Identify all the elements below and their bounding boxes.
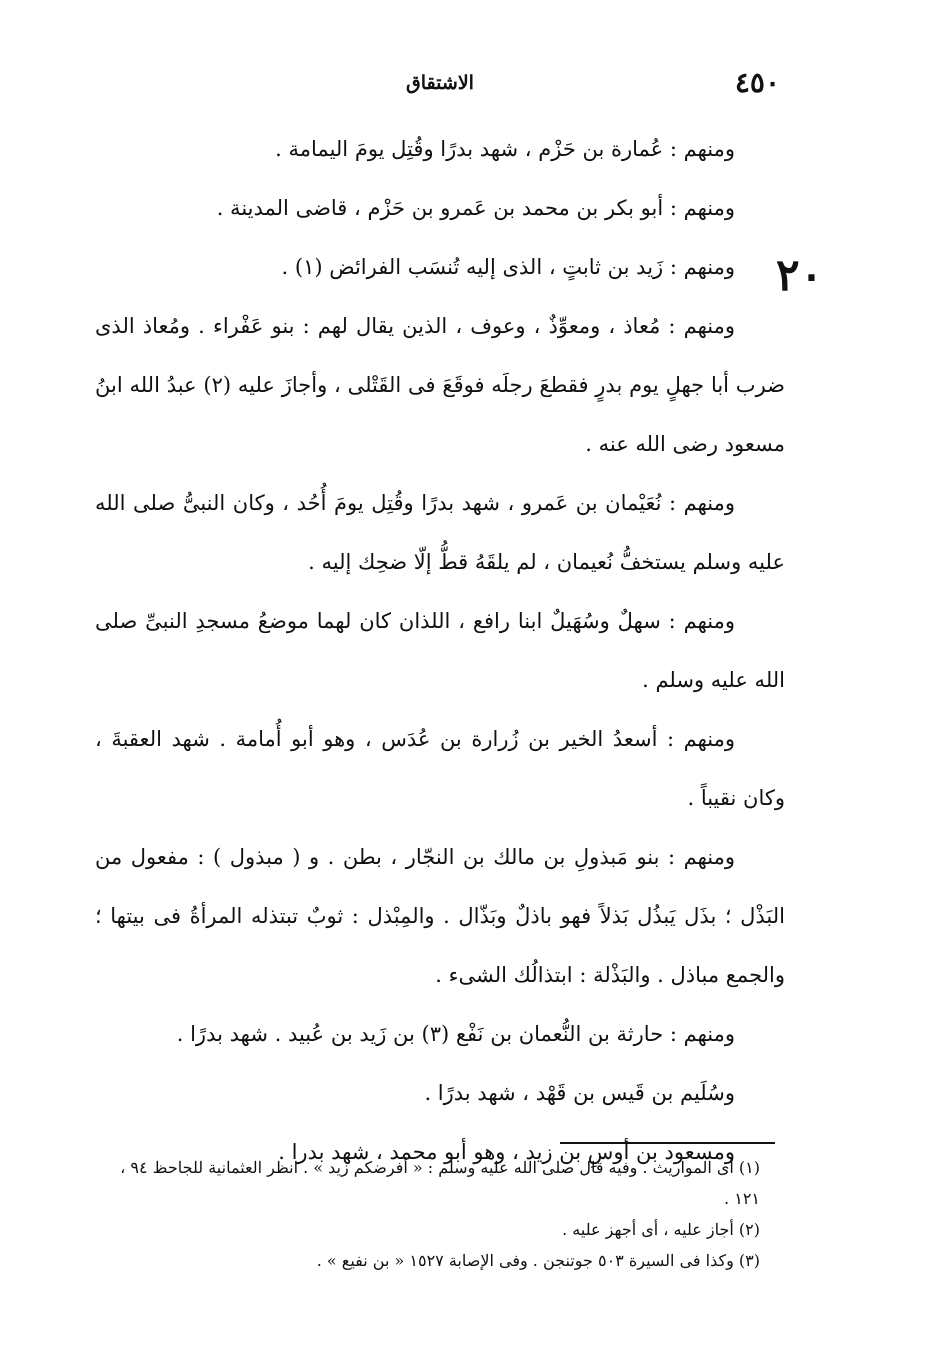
paragraph: ومنهم : سهلٌ وسُهَيلٌ ابنا رافع ، اللذان كان لهما موضعُ مسجدِ النبىِّ صلى الله عليه وسلم . (95, 609, 785, 692)
paragraph: ومنهم : نُعَيْمان بن عَمرو ، شهد بدرًا وقُتِل يومَ أُحُد ، وكان النبىُّ صلى الله عليه وسلم يستخفُّ نُعيمان ، لم يلقَهُ قطُّ إلّا ضحِك إليه . (95, 491, 785, 574)
margin-section-number: ٢٠ (776, 250, 824, 301)
footnote: (١) أى المواريث . وفيه قال صلى الله عليه وسلم : « أفرضكم زيد » . انظر العثمانية للجاحظ ٩٤ ، ١٢١ . (120, 1158, 760, 1208)
running-title: الاشتقاق (406, 72, 474, 94)
footnote-divider (560, 1142, 775, 1144)
paragraph: ومنهم : حارثة بن النُّعمان بن نَفْع (٣) بن زَيد بن عُبيد . شهد بدرًا . (176, 1022, 735, 1046)
paragraph: ومنهم : بنو مَبذولِ بن مالك بن النجّار ، بطن . و ( مبذول ) : مفعول من البَذْل ؛ بذَل يَبذُل بَذلاً فهو باذلٌ وبَذّال . والمِبْذل : ثوبٌ تبتذله المرأةُ فى بيتها ؛ والجمع مباذل . والبَذْلة : ابتذالُك الشىء . (95, 845, 785, 987)
paragraph: ومنهم : أبو بكر بن محمد بن عَمرو بن حَزْم ، قاضى المدينة . (216, 196, 735, 220)
footnote: (٣) وكذا فى السيرة ٥٠٣ جوتنجن . وفى الإصابة ١٥٢٧ « بن نفيع » . (316, 1251, 760, 1270)
footnotes (110, 1152, 760, 1276)
page-header (380, 66, 780, 106)
paragraph: ومنهم : أسعدُ الخير بن زُرارة بن عُدَس ، وهو أبو أُمامة . شهد العقبةَ ، وكان نقيباً . (95, 727, 785, 810)
paragraph: ومنهم : عُمارة بن حَزْم ، شهد بدرًا وقُتِل يومَ اليمامة . (275, 137, 735, 161)
paragraph: ومسعود بن أوسِ بن زيد ، وهو أبو محمد ، شهد بدرا . (278, 1140, 735, 1164)
paragraph: وسُلَيم بن قَيس بن قَهْد ، شهد بدرًا . (424, 1081, 735, 1105)
paragraph: ومنهم : مُعاذ ، ومعوِّذٌ ، وعوف ، الذين يقال لهم : بنو عَفْراء . ومُعاذ الذى ضرب أبا جهلٍ يوم بدرٍ فقطعَ رجلَه فوقَعَ فى القَتْلى ، وأجازَ عليه (٢) عبدُ الله ابنُ مسعود رضى الله عنه . (95, 314, 785, 456)
page-number: ٤٥٠ (734, 66, 780, 99)
footnote: (٢) أجاز عليه ، أى أجهز عليه . (562, 1220, 760, 1239)
main-text (95, 120, 785, 1182)
paragraph: ومنهم : زَيد بن ثابتٍ ، الذى إليه تُنسَب الفرائض (١) . (281, 255, 735, 279)
